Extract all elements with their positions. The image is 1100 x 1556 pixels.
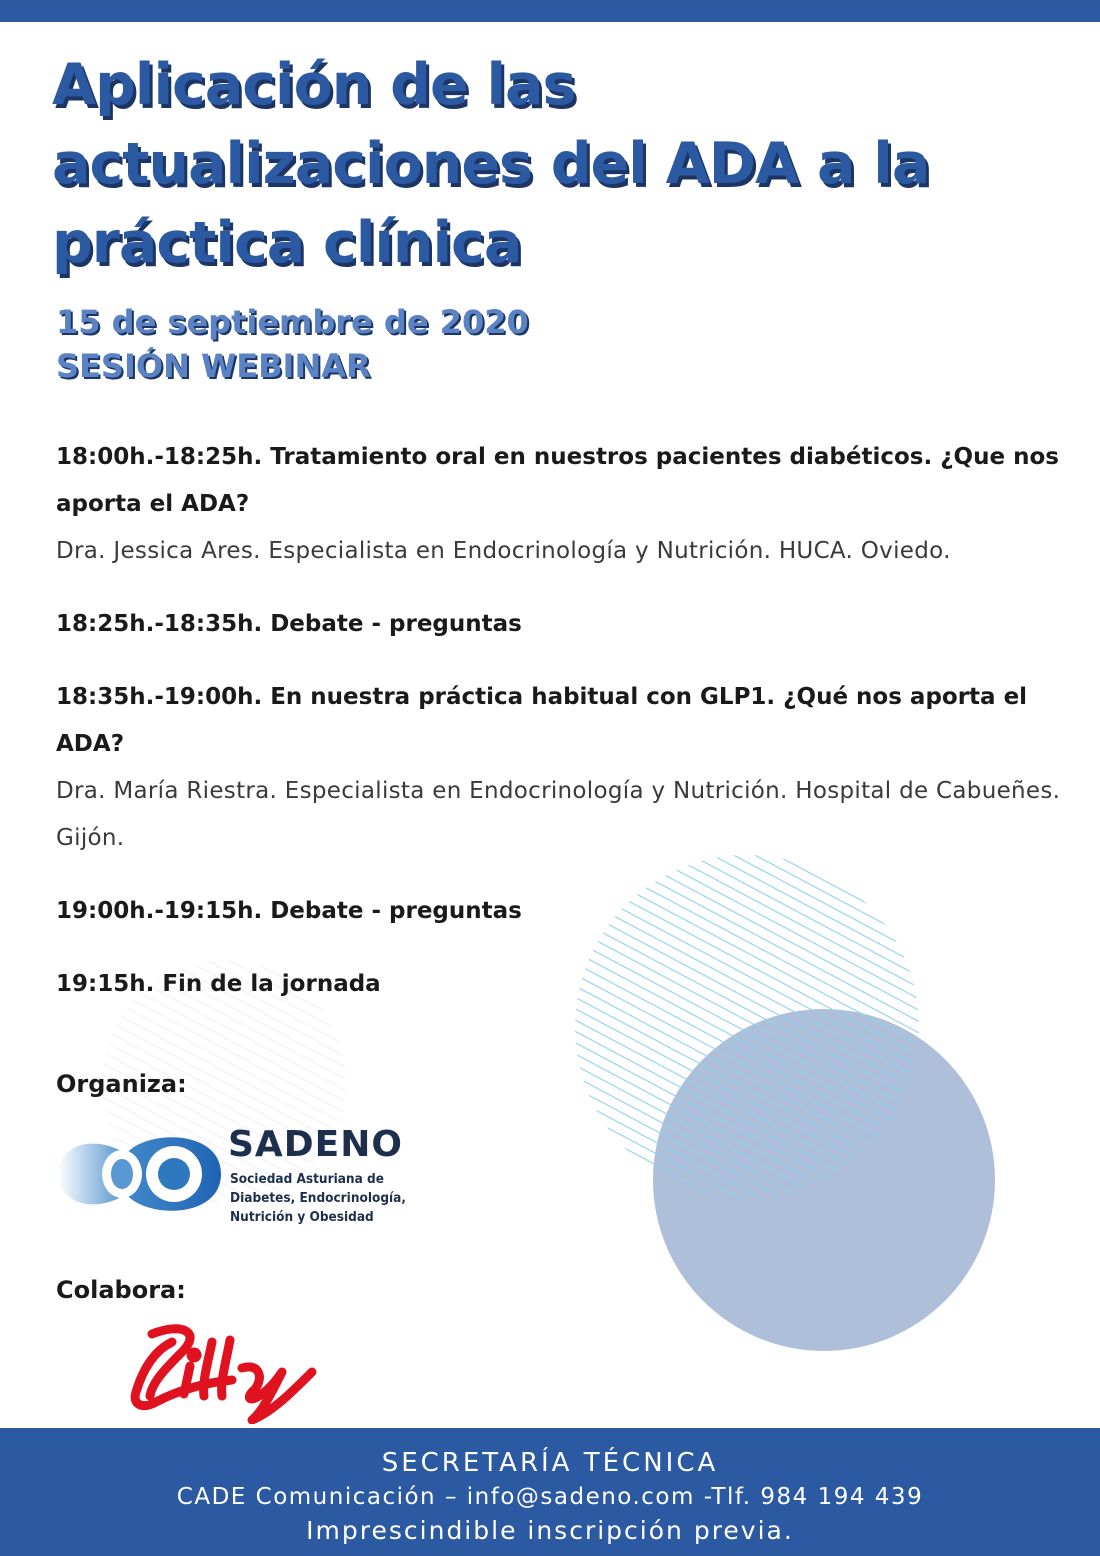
session-type: SESIÓN WEBINAR [56,347,371,385]
agenda-item-speaker: Dra. Jessica Ares. Especialista en Endocrinología y Nutrición. HUCA. Oviedo. [56,538,951,564]
sadeno-logo-sub-2: Diabetes, Endocrinología, [230,1190,406,1206]
footer-contact: CADE Comunicación – info@sadeno.com -Tlf. 984 194 439 [176,1484,924,1510]
agenda-item-title: 18:25h.-18:35h. Debate - preguntas [56,611,522,637]
event-date: 15 de septiembre de 2020 [56,303,529,341]
lilly-logo [112,1312,332,1424]
event-subtitle [56,300,856,388]
title-line-3: práctica clínica [52,210,522,276]
agenda-item-title: 19:00h.-19:15h. Debate - preguntas [56,898,522,924]
sadeno-logo-sub-1: Sociedad Asturiana de [230,1171,384,1187]
agenda [56,434,1086,1034]
agenda-item [56,961,1086,1008]
title-line-1: Aplicación de las [52,52,576,118]
sadeno-logo [56,1124,416,1224]
organiza-label: Organiza: [56,1070,187,1098]
agenda-item [56,674,1086,862]
agenda-item [56,888,1086,935]
sadeno-logo-name: SADENO [228,1124,403,1165]
agenda-item [56,601,1086,648]
footer-secretaria: SECRETARÍA TÉCNICA [381,1448,719,1478]
title-line-2: actualizaciones del ADA a la [52,131,930,197]
colabora-label: Colabora: [56,1276,186,1304]
footer-note: Imprescindible inscripción previa. [306,1516,794,1545]
sadeno-logo-sub-3: Nutrición y Obesidad [230,1209,374,1225]
page-title [52,46,1072,283]
sadeno-emblem-icon [56,1124,226,1224]
agenda-item-title: 18:35h.-19:00h. En nuestra práctica habitual con GLP1. ¿Qué nos aporta el ADA? [56,684,1028,757]
agenda-item-title: 18:00h.-18:25h. Tratamiento oral en nuestros pacientes diabéticos. ¿Que nos aporta el ADA? [56,444,1059,517]
agenda-item-speaker: Dra. María Riestra. Especialista en Endocrinología y Nutrición. Hospital de Cabueñes. Gijón. [56,778,1061,851]
agenda-item [56,434,1086,575]
agenda-item-title: 19:15h. Fin de la jornada [56,971,381,997]
footer [0,1428,1100,1556]
